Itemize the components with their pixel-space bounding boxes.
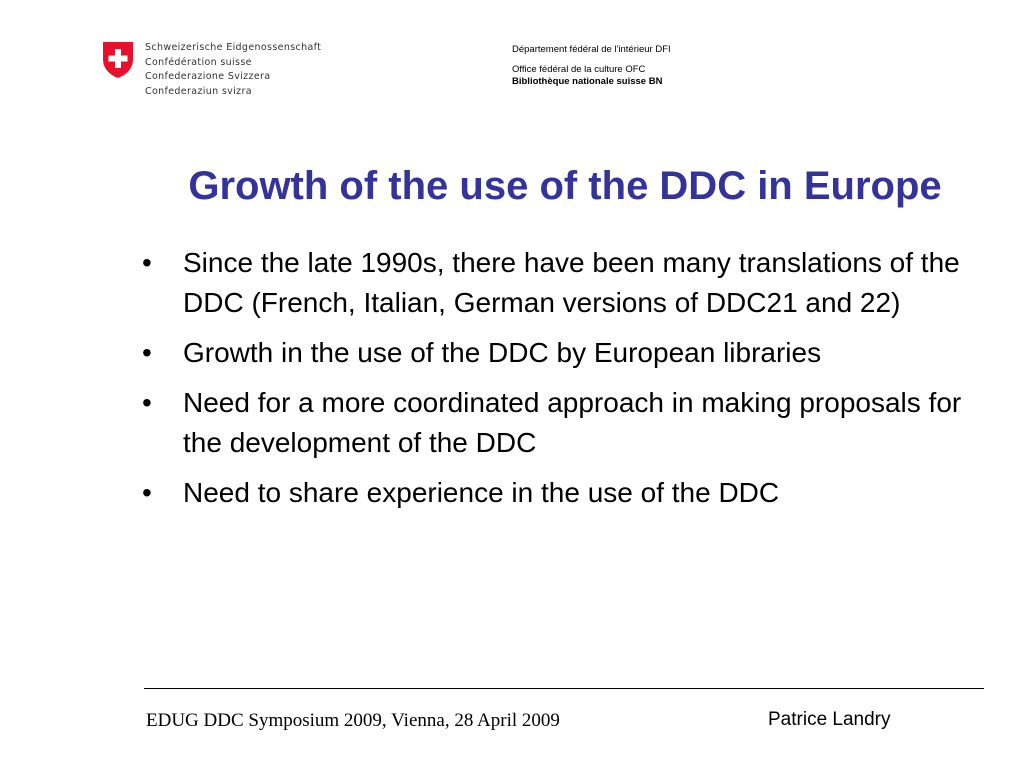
confederation-name-rm: Confederaziun svizra <box>145 85 252 97</box>
department-name: Département fédéral de l'intérieur DFI <box>512 44 671 55</box>
bullet-text: Growth in the use of the DDC by European libraries <box>183 337 822 368</box>
bullet-dot-icon: • <box>142 247 152 278</box>
bullet-dot-icon: • <box>142 387 152 418</box>
confederation-name-de: Schweizerische Eidgenossenschaft <box>145 42 322 53</box>
bullet-dot-icon: • <box>142 477 152 508</box>
library-name: Bibliothèque nationale suisse BN <box>512 76 663 87</box>
confederation-name-fr: Confédération suisse <box>145 56 252 68</box>
bullet-item <box>140 333 990 373</box>
bullet-item <box>140 473 990 513</box>
slide-title: Growth of the use of the DDC in Europe <box>188 164 942 208</box>
office-header <box>512 44 671 88</box>
bullet-dot-icon: • <box>142 337 152 368</box>
confederation-logo <box>102 41 352 105</box>
footer-event: EDUG DDC Symposium 2009, Vienna, 28 April 2009 <box>146 710 560 731</box>
confederation-name-it: Confederazione Svizzera <box>145 71 271 82</box>
bullet-list <box>140 243 990 523</box>
bullet-text: Need for a more coordinated approach in making proposals for the development of the DDC <box>183 387 962 458</box>
swiss-cross-icon <box>102 41 134 79</box>
footer-divider <box>144 688 984 689</box>
bullet-item <box>140 383 990 463</box>
bullet-text: Need to share experience in the use of the DDC <box>183 477 780 508</box>
swiss-cross-horizontal <box>109 56 128 62</box>
footer-author: Patrice Landry <box>768 709 891 730</box>
office-name: Office fédéral de la culture OFC <box>512 64 646 75</box>
confederation-names <box>145 41 321 99</box>
bullet-text: Since the late 1990s, there have been many translations of the DDC (French, Italian, German versions of DDC21 and 22) <box>183 247 960 318</box>
bullet-item <box>140 243 990 323</box>
